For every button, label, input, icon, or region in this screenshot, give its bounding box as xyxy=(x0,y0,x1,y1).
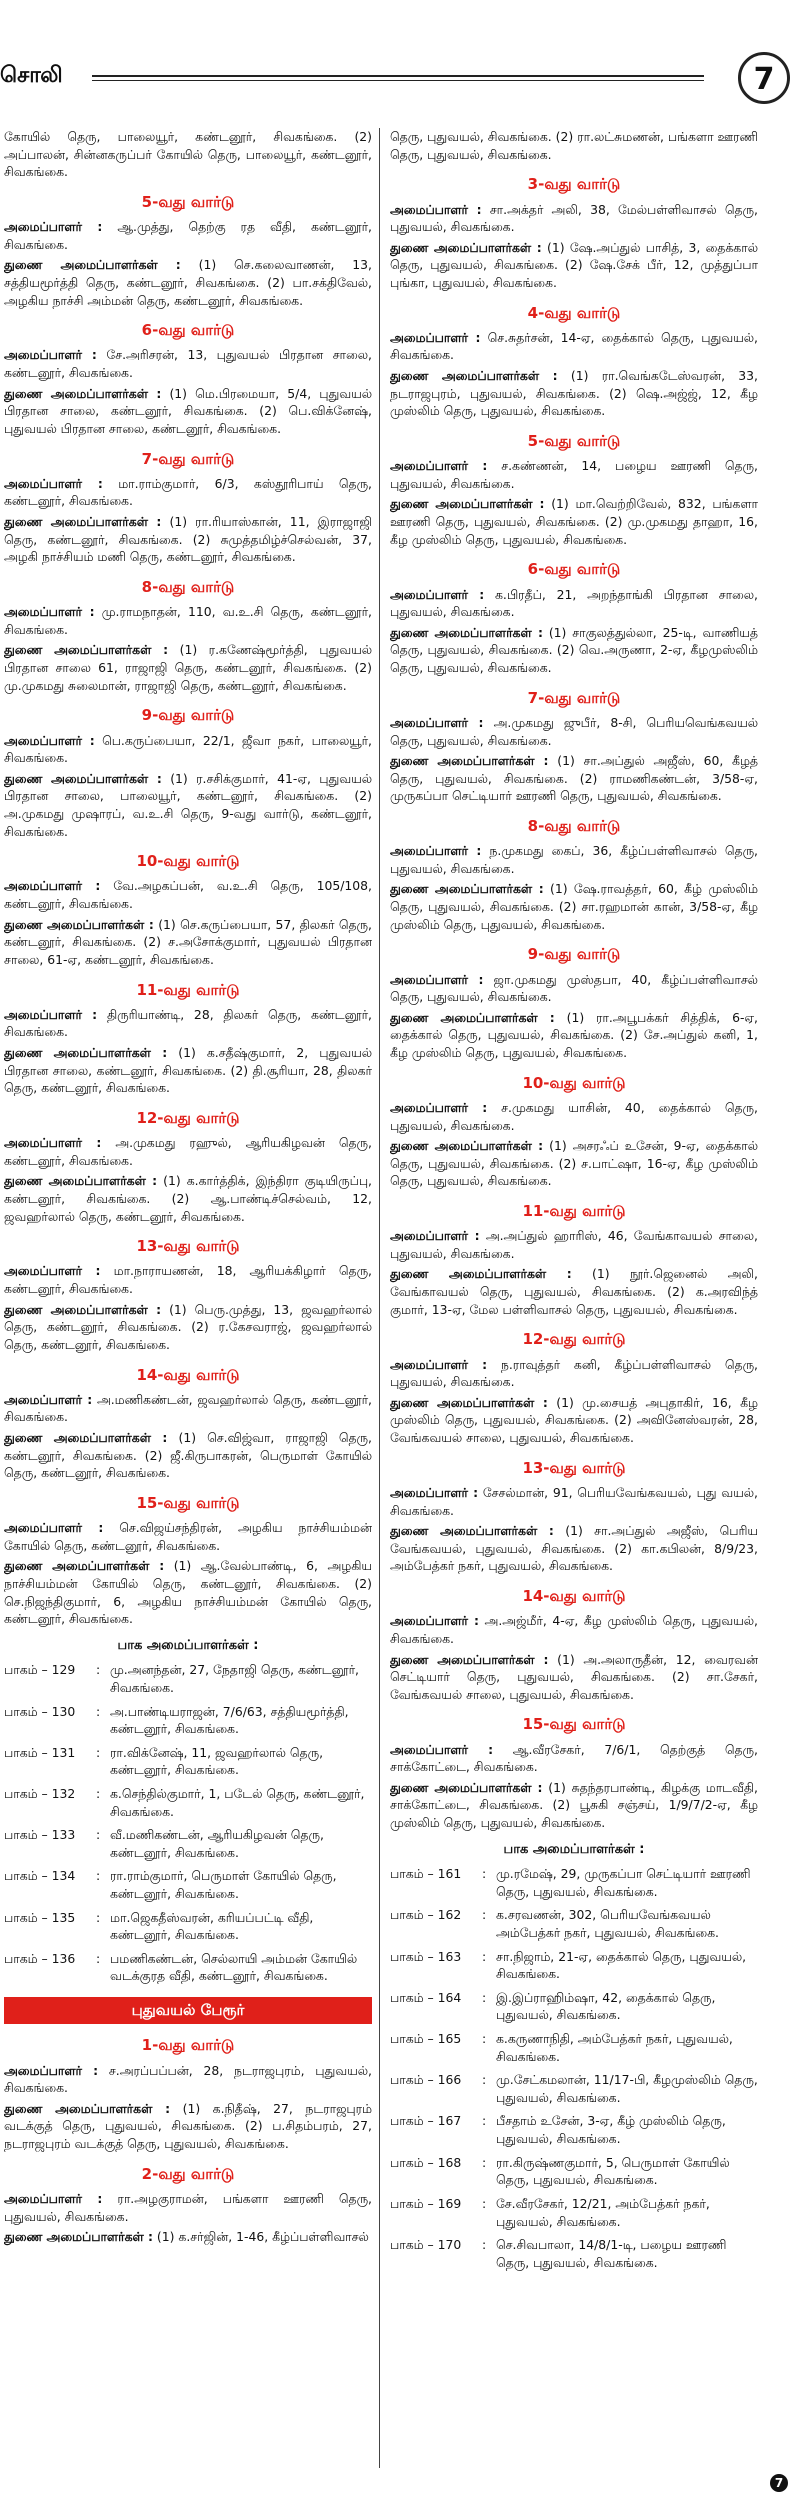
deputy-label: துணை அமைப்பாளர்கள் : xyxy=(4,385,162,401)
ward-leader xyxy=(4,1134,372,1169)
booth-details: பீசதாம் உசேன், 3-ஏ, கீழ் முஸ்லிம் தெரு, புதுவயல், சிவகங்கை. xyxy=(496,2113,726,2147)
booth-colon: : xyxy=(96,1744,101,1760)
deputy-details: (1) பெரு.முத்து, 13, ஜவஹர்லால் தெரு, கண்டனூர், சிவகங்கை. (2) ர.கேசவராஜ், ஜவஹர்லால் தெரு, கண்டனூர், சிவகங்கை. xyxy=(4,1301,372,1352)
footer-page-number: 7 xyxy=(770,2474,788,2492)
ward-title: 11-வது வார்டு xyxy=(136,980,240,999)
ward-list xyxy=(4,192,372,1628)
continued-text: தெரு, புதுவயல், சிவகங்கை. (2) ரா.லட்சுமணன், பங்களா ஊரணி தெரு, புதுவயல், சிவகங்கை. xyxy=(390,129,758,162)
deputy-details: (1) சுதந்தரபாண்டி, கிழக்கு மாடவீதி, சாக்கோட்டை, சிவகங்கை. (2) பூசுகி சஞ்சய், 1/9/7/2-ஏ, கீழ முஸ்லிம் தெரு, புதுவயல், சிவகங்கை. xyxy=(390,1779,758,1831)
ward-deputies xyxy=(390,752,758,805)
ward-leader xyxy=(390,329,758,364)
ward-title: 7-வது வார்டு xyxy=(527,688,621,707)
ward-leader xyxy=(4,475,372,510)
ward-deputies xyxy=(4,770,372,840)
ward-deputies xyxy=(4,1429,372,1482)
left-column xyxy=(4,128,372,2468)
deputy-details: (1) செ.கருப்பையா, 57, திலகர் தெரு, கண்டனூர், சிவகங்கை. (2) ச.அசோக்குமார், புதுவயல் பிரதான சாலை, 61-ஏ, கண்டனூர், சிவகங்கை. xyxy=(4,916,372,967)
leader-details: ச.அரப்பப்பன், 28, நடராஜபுரம், புதுவயல், சிவகங்கை. xyxy=(4,2062,372,2096)
leader-details: க.பிரதீப், 21, அறந்தாங்கி பிரதான சாலை, புதுவயல், சிவகங்கை. xyxy=(390,586,758,620)
ward-leader xyxy=(390,1612,758,1647)
ward-leader xyxy=(4,1391,372,1426)
booth-row xyxy=(4,1867,372,1902)
deputy-details: (1) சா.அப்துல் அஜீஸ், 60, கீழத் தெரு, புதுவயல், சிவகங்கை. (2) ராமணிகண்டன், 3/58-ஏ, முருகப்பா செட்டியார் ஊரணி தெரு, புதுவயல், சிவகங்கை. xyxy=(390,753,758,804)
deputy-label: துணை அமைப்பாளர்கள் : xyxy=(4,1173,158,1189)
ward-deputies xyxy=(390,239,758,292)
header-rule xyxy=(92,75,704,81)
ward-title: 4-வது வார்டு xyxy=(527,303,621,322)
deputy-details: (1) சா.அப்துல் அஜீஸ், பெரிய வேங்கவயல், புதுவயல், சிவகங்கை. (2) கா.கபிலன், 8/9/23, அம்பேத்கர் நகர், புதுவயல், சிவகங்கை. xyxy=(390,1523,758,1574)
booth-colon: : xyxy=(96,1909,101,1925)
leader-label: அமைப்பாளர் : xyxy=(4,732,95,748)
deputy-details: (1) ரா.வெங்கடேஸ்வரன், 33, நடராஜபுரம், புதுவயல், சிவகங்கை. (2) ஷெ.அஜ்ஜ், 12, கீழ முஸ்லிம் தெரு, புதுவயல், சிவகங்கை. xyxy=(390,368,758,419)
booth-details: அ.பாண்டியராஜன், 7/6/63, சத்தியமூர்த்தி, கண்டனூர், சிவகங்கை. xyxy=(110,1703,349,1737)
deputy-label: துணை அமைப்பாளர்கள் : xyxy=(390,496,545,512)
ward-leader xyxy=(4,732,372,767)
page-header xyxy=(0,0,800,140)
deputy-details: (1) செ.விஜ்வா, ராஜாஜி தெரு, கண்டனூர், சிவகங்கை. (2) ஜீ.கிருபாகரன், பெருமாள் கோயில் தெரு, கண்டனூர், சிவகங்கை. xyxy=(4,1430,372,1481)
leader-details: சே.அரிசரன், 13, புதுவயல் பிரதான சாலை, கண்டனூர், சிவகங்கை. xyxy=(4,347,372,381)
leader-label: அமைப்பாளர் : xyxy=(390,843,482,859)
ward-deputies xyxy=(4,641,372,694)
booth-number: பாகம் – 170 xyxy=(390,2237,462,2253)
deputy-details: (1) நூர்.ஜெனைல் அலி, வேங்காவயல் தெரு, புதுவயல், சிவகங்கை. (2) க.அரவிந்த் குமார், 13-ஏ, மேல பள்ளிவாசல் தெரு, புதுவயல், சிவகங்கை. xyxy=(390,1266,758,1317)
ward-leader xyxy=(390,1356,758,1391)
deputy-label: துணை அமைப்பாளர்கள் : xyxy=(4,257,181,273)
ward-deputies xyxy=(4,2228,372,2246)
booth-row xyxy=(4,1785,372,1820)
booth-number: பாகம் – 161 xyxy=(390,1866,462,1882)
booth-colon: : xyxy=(96,1662,101,1678)
ward-leader xyxy=(390,971,758,1006)
ward-deputies xyxy=(390,1779,758,1832)
booth-colon: : xyxy=(96,1950,101,1966)
ward-deputies xyxy=(390,880,758,933)
booth-details: மு.சேட்கமலான், 11/17-பி, கீழமுஸ்லிம் தெரு, புதுவயல், சிவகங்கை. xyxy=(496,2072,758,2105)
deputy-label: துணை அமைப்பாளர்கள் : xyxy=(4,1430,168,1446)
leader-label: அமைப்பாளர் : xyxy=(390,1099,488,1115)
ward-leader xyxy=(4,1519,372,1554)
booth-number: பாகம் – 163 xyxy=(390,1948,462,1964)
ward-leader xyxy=(390,1227,758,1262)
ward-deputies xyxy=(4,916,372,969)
deputy-label: துணை அமைப்பாளர்கள் : xyxy=(4,1301,162,1317)
ward-leader xyxy=(390,842,758,877)
deputy-label: துணை அமைப்பாளர்கள் : xyxy=(4,1045,168,1061)
deputy-label: துணை அமைப்பாளர்கள் : xyxy=(390,368,558,384)
ward-deputies xyxy=(4,1044,372,1097)
ward-leader xyxy=(390,457,758,492)
booth-number: பாகம் – 133 xyxy=(4,1827,76,1843)
leader-details: ந.முகமது கைப், 36, கீழ்ப்பள்ளிவாசல் தெரு, புதுவயல், சிவகங்கை. xyxy=(390,843,758,876)
booth-row xyxy=(4,1744,372,1779)
ward-title: 15-வது வார்டு xyxy=(522,1715,626,1734)
booth-colon: : xyxy=(482,2072,487,2088)
booth-row xyxy=(4,1909,372,1944)
ward-title: 10-வது வார்டு xyxy=(136,852,240,871)
ward-leader xyxy=(4,346,372,381)
booth-row xyxy=(390,2071,758,2106)
deputy-details: (1) ரா.அபூபக்கர் சித்திக், 6-ஏ, தைக்கால் தெரு, புதுவயல், சிவகங்கை. (2) சே.அப்துல் கனி, 1, கீழ முஸ்லிம் தெரு, புதுவயல், சிவகங்கை. xyxy=(390,1009,758,1061)
deputy-details: (1) க.நிதீஷ், 27, நடராஜபுரம் வடக்குத் தெரு, புதுவயல், சிவகங்கை. (2) ப.சிதம்பரம், 27, நடராஜபுரம் வடக்குத் தெரு, புதுவயல், சிவகங்கை. xyxy=(4,2100,372,2152)
leader-label: அமைப்பாளர் : xyxy=(390,586,485,602)
booth-list xyxy=(390,1865,758,2271)
ward-leader xyxy=(390,1484,758,1519)
ward-title: 5-வது வார்டு xyxy=(141,192,235,211)
deputy-details: (1) சாகுலத்துல்லா, 25-டி, வாணியத் தெரு, புதுவயல், சிவகங்கை. (2) வெ.அருணா, 2-ஏ, கீழமுஸ்லிம் தெரு, புதுவயல், சிவகங்கை. xyxy=(390,624,758,675)
booth-details: க.கருணாநிதி, அம்பேத்கர் நகர், புதுவயல், சிவகங்கை. xyxy=(496,2031,733,2064)
leader-label: அமைப்பாளர் : xyxy=(390,329,481,345)
leader-label: அமைப்பாளர் : xyxy=(4,878,101,894)
ward-title: 8-வது வார்டு xyxy=(141,577,235,596)
deputy-label: துணை அமைப்பாளர்கள் : xyxy=(390,239,542,255)
column-divider xyxy=(379,128,380,2468)
ward-deputies xyxy=(390,1009,758,1062)
leader-label: அமைப்பாளர் : xyxy=(390,1484,479,1500)
ward-leader xyxy=(4,2190,372,2225)
ward-leader xyxy=(4,1262,372,1297)
leader-label: அமைப்பாளர் : xyxy=(4,1135,102,1151)
booth-row xyxy=(390,2112,758,2147)
leader-details: மா.நாராயணன், 18, ஆரியக்கிழார் தெரு, கண்டனூர், சிவகங்கை. xyxy=(4,1263,372,1297)
leader-label: அமைப்பாளர் : xyxy=(390,458,488,474)
leader-label: அமைப்பாளர் : xyxy=(4,1391,93,1407)
masthead-title: சொலி xyxy=(0,63,63,88)
leader-details: அ.முகமது ரஹுல், ஆரியகிழவன் தெரு, கண்டனூர், சிவகங்கை. xyxy=(4,1135,372,1168)
ward-deputies xyxy=(390,1522,758,1575)
booth-number: பாகம் – 167 xyxy=(390,2113,462,2129)
booth-list xyxy=(4,1661,372,1985)
deputy-details: (1) ரா.ரியாஸ்கான், 11, இராஜாஜி தெரு, கண்டனூர், சிவகங்கை. (2) சுமுத்தமிழ்ச்செல்வன், 37, அழகி நாச்சியம் மணி தெரு, கண்டனூர், சிவகங்கை. xyxy=(4,514,372,565)
ward-deputies xyxy=(4,1172,372,1225)
booth-details: வீ.மணிகண்டன், ஆரியகிழவன் தெரு, கண்டனூர், சிவகங்கை. xyxy=(110,1827,324,1860)
leader-label: அமைப்பாளர் : xyxy=(390,1741,494,1757)
ward-leader xyxy=(4,603,372,638)
booth-colon: : xyxy=(96,1827,101,1843)
leader-label: அமைப்பாளர் : xyxy=(4,2062,99,2078)
ward-title: 11-வது வார்டு xyxy=(522,1201,626,1220)
booth-details: மு.ரமேஷ், 29, முருகப்பா செட்டியார் ஊரணி தெரு, புதுவயல், சிவகங்கை. xyxy=(496,1866,751,1899)
ward-title: 2-வது வார்டு xyxy=(141,2164,235,2183)
ward-leader xyxy=(390,1099,758,1134)
deputy-details: (1) ர.கணேஷ்மூர்த்தி, புதுவயல் பிரதான சாலை 61, ராஜாஜி தெரு, கண்டனூர், சிவகங்கை. (2) மு.முகமது சுலைமான், ராஜாஜி தெரு, கண்டனூர், சிவகங்கை. xyxy=(4,642,372,693)
deputy-label: துணை அமைப்பாளர்கள் : xyxy=(390,1009,555,1025)
ward-title: 14-வது வார்டு xyxy=(136,1365,240,1384)
booth-number: பாகம் – 131 xyxy=(4,1744,76,1760)
booth-colon: : xyxy=(482,1948,487,1964)
ward-title: 15-வது வார்டு xyxy=(136,1493,240,1512)
ward-leader xyxy=(390,714,758,749)
leader-details: மா.ராம்குமார், 6/3, கஸ்தூரிபாய் தெரு, கண்டனூர், சிவகங்கை. xyxy=(4,475,372,509)
deputy-label: துணை அமைப்பாளர்கள் : xyxy=(4,916,154,932)
leader-label: அமைப்பாளர் : xyxy=(390,1613,479,1629)
ward-title: 6-வது வார்டு xyxy=(141,321,235,340)
ward-deputies xyxy=(390,1651,758,1704)
booth-colon: : xyxy=(482,2154,487,2170)
deputy-label: துணை அமைப்பாளர்கள் : xyxy=(390,1523,554,1539)
booth-details: செ.சிவபாலா, 14/8/1-டி, பழைய ஊரணி தெரு, புதுவயல், சிவகங்கை. xyxy=(496,2237,727,2270)
leader-label: அமைப்பாளர் : xyxy=(4,475,103,491)
booth-details: க.செந்தில்குமார், 1, படேல் தெரு, கண்டனூர், சிவகங்கை. xyxy=(110,1785,365,1819)
leader-label: அமைப்பாளர் : xyxy=(4,1006,98,1022)
deputy-details: (1) மு.சையத் அபுதாகிர், 16, கீழ முஸ்லிம் தெரு, புதுவயல், சிவகங்கை. (2) அவினேஸ்வரன், 28, வேங்கவயல் சாலை, புதுவயல், சிவகங்கை. xyxy=(390,1394,758,1446)
leader-details: மு.ராமநாதன், 110, வ.உ.சி தெரு, கண்டனூர், சிவகங்கை. xyxy=(4,604,372,637)
booth-row xyxy=(4,1950,372,1985)
booth-number: பாகம் – 165 xyxy=(390,2031,462,2047)
booth-number: பாகம் – 166 xyxy=(390,2072,462,2088)
deputy-label: துணை அமைப்பாளர்கள் : xyxy=(4,2229,153,2245)
ward-leader xyxy=(4,877,372,912)
ward-list xyxy=(390,174,758,1831)
ward-deputies xyxy=(390,624,758,677)
leader-label: அமைப்பாளர் : xyxy=(390,201,482,217)
booth-details: மு.அனந்தன், 27, நேதாஜி தெரு, கண்டனூர், சிவகங்கை. xyxy=(110,1662,359,1695)
booth-colon: : xyxy=(482,2031,487,2047)
booth-colon: : xyxy=(482,1907,487,1923)
deputy-label: துணை அமைப்பாளர்கள் : xyxy=(390,1266,572,1282)
booth-row xyxy=(390,1948,758,1983)
leader-details: ஆ.வீரசேகர், 7/6/1, தெற்குத் தெரு, சாக்கோட்டை, சிவகங்கை. xyxy=(390,1741,758,1775)
deputy-details: (1) ஆ.வேல்பாண்டி, 6, அழகிய நாச்சியம்மன் கோயில் தெரு, கண்டனூர், சிவகங்கை. (2) செ.நிஜந்திகுமார், 6, அழகிய நாச்சியம்மன் கோயில் தெரு, கண்டனூர், சிவகங்கை. xyxy=(4,1558,372,1627)
deputy-details: (1) அசரஃப் உசேன், 9-ஏ, தைக்கால் தெரு, புதுவயல், சிவகங்கை. (2) ச.பாட்ஷா, 16-ஏ, கீழ முஸ்லிம் தெரு, புதுவயல், சிவகங்கை. xyxy=(390,1138,758,1189)
deputy-label: துணை அமைப்பாளர்கள் : xyxy=(390,624,543,640)
leader-details: திருரியாண்டி, 28, திலகர் தெரு, கண்டனூர், சிவகங்கை. xyxy=(4,1006,372,1040)
booth-number: பாகம் – 169 xyxy=(390,2195,462,2211)
booth-row xyxy=(390,2154,758,2189)
deputy-label: துணை அமைப்பாளர்கள் : xyxy=(390,881,544,897)
ward-title: 14-வது வார்டு xyxy=(522,1587,626,1605)
booth-details: மா.ஜெகதீஸ்வரன், கரியப்பட்டி வீதி, கண்டனூர், சிவகங்கை. xyxy=(110,1909,314,1943)
ward-list-puduvayal xyxy=(4,2035,372,2245)
town-banner: புதுவயல் பேரூர் xyxy=(4,1997,372,2024)
ward-deputies xyxy=(4,1557,372,1627)
leader-details: பெ.கருப்பையா, 22/1, ஜீவா நகர், பாலையூர், சிவகங்கை. xyxy=(4,732,372,766)
ward-title: 1-வது வார்டு xyxy=(141,2036,235,2055)
deputy-details: (1) ர.சசிக்குமார், 41-ஏ, புதுவயல் பிரதான சாலை, பாலையூர், கண்டனூர், சிவகங்கை. (2) அ.முகமது முஷாரப், வ.உ.சி தெரு, 9-வது வார்டு, கண்டனூர், சிவகங்கை. xyxy=(4,770,372,839)
ward-title: 3-வது வார்டு xyxy=(527,175,621,194)
right-column xyxy=(390,128,758,2468)
deputy-details: (1) க.சர்ஜின், 1-46, கீழ்ப்பள்ளிவாசல் xyxy=(156,2229,369,2245)
deputy-details: (1) மா.வெற்றிவேல், 832, பங்களா ஊரணி தெரு, புதுவயல், சிவகங்கை. (2) மு.முகமது தாஹா, 16, கீழ முஸ்லிம் தெரு, புதுவயல், சிவகங்கை. xyxy=(390,496,758,547)
ward-deputies xyxy=(390,495,758,548)
booth-colon: : xyxy=(482,2237,487,2253)
ward-title: 6-வது வார்டு xyxy=(527,560,621,579)
leader-details: சா.அக்தர் அலி, 38, மேல்பள்ளிவாசல் தெரு, புதுவயல், சிவகங்கை. xyxy=(390,201,758,235)
booth-colon: : xyxy=(96,1785,101,1801)
booth-details: ரா.ராம்குமார், பெருமாள் கோயில் தெரு, கண்டனூர், சிவகங்கை. xyxy=(110,1868,337,1901)
booth-row xyxy=(390,2030,758,2065)
booth-row xyxy=(4,1826,372,1861)
ward-deputies xyxy=(4,1301,372,1354)
booth-number: பாகம் – 162 xyxy=(390,1907,462,1923)
ward-deputies xyxy=(390,1137,758,1190)
leader-label: அமைப்பாளர் : xyxy=(390,714,484,730)
booth-row xyxy=(390,2236,758,2271)
leader-details: அ.முகமது ஜுபீர், 8-சி, பெரியவெங்கவயல் தெரு, புதுவயல், சிவகங்கை. xyxy=(390,714,758,748)
deputy-details: (1) செ.கலைவாணன், 13, சத்தியமூர்த்தி தெரு, கண்டனூர், சிவகங்கை. (2) பா.சக்திவேல், அழகிய நாச்சி அம்மன் தெரு, கண்டனூர், சிவகங்கை. xyxy=(4,257,372,308)
ward-leader xyxy=(4,1006,372,1041)
leader-label: அமைப்பாளர் : xyxy=(4,219,103,235)
booth-row xyxy=(4,1703,372,1738)
leader-label: அமைப்பாளர் : xyxy=(4,604,95,620)
leader-details: செ.விஜய்சந்திரன், அழகிய நாச்சியம்மன் கோயில் தெரு, கண்டனூர், சிவகங்கை. xyxy=(4,1520,372,1553)
deputy-details: (1) அ.அலாருதீன், 12, வைரவன் செட்டியார் தெரு, புதுவயல், சிவகங்கை. (2) சா.சேகர், வேங்கவயல் சாலை, புதுவயல், சிவகங்கை. xyxy=(390,1651,758,1702)
booth-number: பாகம் – 130 xyxy=(4,1703,76,1719)
booth-details: சா.நிஜாம், 21-ஏ, தைக்கால் தெரு, புதுவயல், சிவகங்கை. xyxy=(496,1948,747,1982)
deputy-details: (1) மெ.பிரமையா, 5/4, புதுவயல் பிரதான சாலை, கண்டனூர், சிவகங்கை. (2) பெ.விக்னேஷ், புதுவயல் பிரதான சாலை, கண்டனூர், சிவகங்கை. xyxy=(4,385,372,436)
deputy-details: (1) க.சதீஷ்குமார், 2, புதுவயல் பிரதான சாலை, கண்டனூர், சிவகங்கை. (2) தி.சூரியா, 28, திலகர் தெரு, கண்டனூர், சிவகங்கை. xyxy=(4,1045,372,1096)
ward-title: 9-வது வார்டு xyxy=(141,706,235,725)
deputy-label: துணை அமைப்பாளர்கள் : xyxy=(4,2100,171,2116)
deputy-label: துணை அமைப்பாளர்கள் : xyxy=(390,1394,548,1410)
ward-title: 5-வது வார்டு xyxy=(527,431,621,450)
booth-heading: பாக அமைப்பாளர்கள் : xyxy=(503,1841,645,1857)
deputy-label: துணை அமைப்பாளர்கள் : xyxy=(390,753,549,769)
leader-details: ச.முகமது யாசின், 40, தைக்கால் தெரு, புதுவயல், சிவகங்கை. xyxy=(390,1099,758,1133)
leader-details: அ.அஜ்மீர், 4-ஏ, கீழ முஸ்லிம் தெரு, புதுவயல், சிவகங்கை. xyxy=(390,1613,758,1646)
ward-deputies xyxy=(390,367,758,420)
ward-deputies xyxy=(4,385,372,438)
leader-label: அமைப்பாளர் : xyxy=(390,1356,488,1372)
deputy-label: துணை அமைப்பாளர்கள் : xyxy=(4,514,162,530)
continued-text: கோயில் தெரு, பாலையூர், கண்டனூர், சிவகங்கை. (2) அப்பாலன், சின்னகருப்பர் கோயில் தெரு, பாலையூர், கண்டனூர், சிவகங்கை. xyxy=(4,129,372,180)
ward-title: 8-வது வார்டு xyxy=(527,816,621,835)
booth-row xyxy=(390,1989,758,2024)
booth-details: ரா.கிருஷ்ணகுமார், 5, பெருமாள் கோயில் தெரு, புதுவயல், சிவகங்கை. xyxy=(496,2154,730,2188)
booth-row xyxy=(390,1906,758,1941)
booth-details: ரா.விக்னேஷ், 11, ஜவஹர்லால் தெரு, கண்டனூர், சிவகங்கை. xyxy=(110,1744,324,1778)
ward-title: 13-வது வார்டு xyxy=(136,1237,240,1256)
ward-title: 12-வது வார்டு xyxy=(522,1330,626,1349)
leader-label: அமைப்பாளர் : xyxy=(390,971,484,987)
deputy-details: (1) ஷே.ராவத்தர், 60, கீழ் முஸ்லிம் தெரு, புதுவயல், சிவகங்கை. (2) சா.ரஹமான் கான், 3/58-ஏ, கீழ முஸ்லிம் தெரு, புதுவயல், சிவகங்கை. xyxy=(390,881,758,932)
ward-title: 7-வது வார்டு xyxy=(141,449,235,468)
booth-details: க.சரவணன், 302, பெரியவேங்கவயல் அம்பேத்கர் நகர், புதுவயல், சிவகங்கை. xyxy=(496,1907,719,1940)
booth-colon: : xyxy=(482,2113,487,2129)
booth-colon: : xyxy=(96,1868,101,1884)
page-number-badge: 7 xyxy=(738,52,790,104)
ward-leader xyxy=(390,1741,758,1776)
booth-details: இ.இப்ராஹிம்ஷா, 42, தைக்கால் தெரு, புதுவயல், சிவகங்கை. xyxy=(496,1989,716,2023)
ward-deputies xyxy=(4,2100,372,2153)
deputy-label: துணை அமைப்பாளர்கள் : xyxy=(4,642,169,658)
leader-details: சேசல்மான், 91, பெரியவேங்கவயல், புது வயல், சிவகங்கை. xyxy=(390,1484,758,1518)
booth-row xyxy=(390,2195,758,2230)
leader-label: அமைப்பாளர் : xyxy=(4,1263,101,1279)
booth-number: பாகம் – 168 xyxy=(390,2154,462,2170)
booth-heading: பாக அமைப்பாளர்கள் : xyxy=(117,1637,259,1653)
booth-number: பாகம் – 135 xyxy=(4,1909,76,1925)
ward-title: 13-வது வார்டு xyxy=(522,1458,626,1477)
ward-leader xyxy=(4,218,372,253)
booth-number: பாகம் – 134 xyxy=(4,1868,76,1884)
leader-details: செ.சுதர்சன், 14-ஏ, தைக்கால் தெரு, புதுவயல், சிவகங்கை. xyxy=(390,329,758,363)
deputy-label: துணை அமைப்பாளர்கள் : xyxy=(390,1779,543,1795)
leader-label: அமைப்பாளர் : xyxy=(4,1520,104,1536)
booth-row xyxy=(390,1865,758,1900)
ward-deputies xyxy=(390,1265,758,1318)
ward-title: 10-வது வார்டு xyxy=(522,1073,626,1092)
leader-details: ரா.அழகுராமன், பங்களா ஊரணி தெரு, புதுவயல், சிவகங்கை. xyxy=(4,2190,372,2224)
deputy-label: துணை அமைப்பாளர்கள் : xyxy=(4,1558,165,1574)
ward-leader xyxy=(390,201,758,236)
booth-colon: : xyxy=(482,1989,487,2005)
booth-number: பாகம் – 132 xyxy=(4,1785,76,1801)
deputy-label: துணை அமைப்பாளர்கள் : xyxy=(390,1138,544,1154)
deputy-label: துணை அமைப்பாளர்கள் : xyxy=(390,1651,549,1667)
booth-details: பமணிகண்டன், செல்லாயி அம்மன் கோயில் வடக்குரத வீதி, கண்டனூர், சிவகங்கை. xyxy=(110,1950,358,1984)
leader-details: ஜா.முகமது முஸ்தபா, 40, கீழ்ப்பள்ளிவாசல் தெரு, புதுவயல், சிவகங்கை. xyxy=(390,971,758,1005)
booth-colon: : xyxy=(482,1866,487,1882)
leader-details: ந.ராவுத்தர் கனி, கீழ்ப்பள்ளிவாசல் தெரு, புதுவயல், சிவகங்கை. xyxy=(390,1356,758,1390)
leader-details: ஆ.முத்து, தெற்கு ரத வீதி, கண்டனூர், சிவகங்கை. xyxy=(4,219,372,252)
leader-details: அ.மணிகண்டன், ஜவஹர்லால் தெரு, கண்டனூர், சிவகங்கை. xyxy=(4,1391,372,1425)
deputy-details: (1) ஷே.அப்துல் பாசித், 3, தைக்கால் தெரு, புதுவயல், சிவகங்கை. (2) ஷே.சேக் பீர், 12, முத்துப்பா புங்கா, புதுவயல், சிவகங்கை. xyxy=(390,239,758,290)
ward-deputies xyxy=(4,513,372,566)
ward-leader xyxy=(4,2062,372,2097)
leader-label: அமைப்பாளர் : xyxy=(4,347,97,363)
booth-colon: : xyxy=(482,2195,487,2211)
booth-colon: : xyxy=(96,1703,101,1719)
booth-number: பாகம் – 136 xyxy=(4,1950,76,1966)
booth-number: பாகம் – 164 xyxy=(390,1989,462,2005)
booth-details: சே.வீரசேகர், 12/21, அம்பேத்கர் நகர், புதுவயல், சிவகங்கை. xyxy=(496,2195,710,2229)
deputy-label: துணை அமைப்பாளர்கள் : xyxy=(4,770,162,786)
ward-title: 12-வது வார்டு xyxy=(136,1108,240,1127)
booth-row xyxy=(4,1661,372,1696)
ward-title: 9-வது வார்டு xyxy=(527,945,621,964)
leader-label: அமைப்பாளர் : xyxy=(390,1228,480,1244)
ward-deputies xyxy=(390,1394,758,1447)
ward-deputies xyxy=(4,256,372,309)
leader-details: ச.கண்ணன், 14, பழைய ஊரணி தெரு, புதுவயல், சிவகங்கை. xyxy=(390,458,758,491)
leader-details: வே.அழகப்பன், வ.உ.சி தெரு, 105/108, கண்டனூர், சிவகங்கை. xyxy=(4,878,372,912)
leader-label: அமைப்பாளர் : xyxy=(4,2190,103,2206)
ward-leader xyxy=(390,586,758,621)
booth-number: பாகம் – 129 xyxy=(4,1662,76,1678)
deputy-details: (1) க.கார்த்திக், இந்திரா குடியிருப்பு, கண்டனூர், சிவகங்கை. (2) ஆ.பாண்டிச்செல்வம், 12, ஜவஹர்லால் தெரு, கண்டனூர், சிவகங்கை. xyxy=(4,1173,372,1224)
leader-details: அ.அப்துல் ஹாரிஸ், 46, வேங்காவயல் சாலை, புதுவயல், சிவகங்கை. xyxy=(390,1228,758,1261)
